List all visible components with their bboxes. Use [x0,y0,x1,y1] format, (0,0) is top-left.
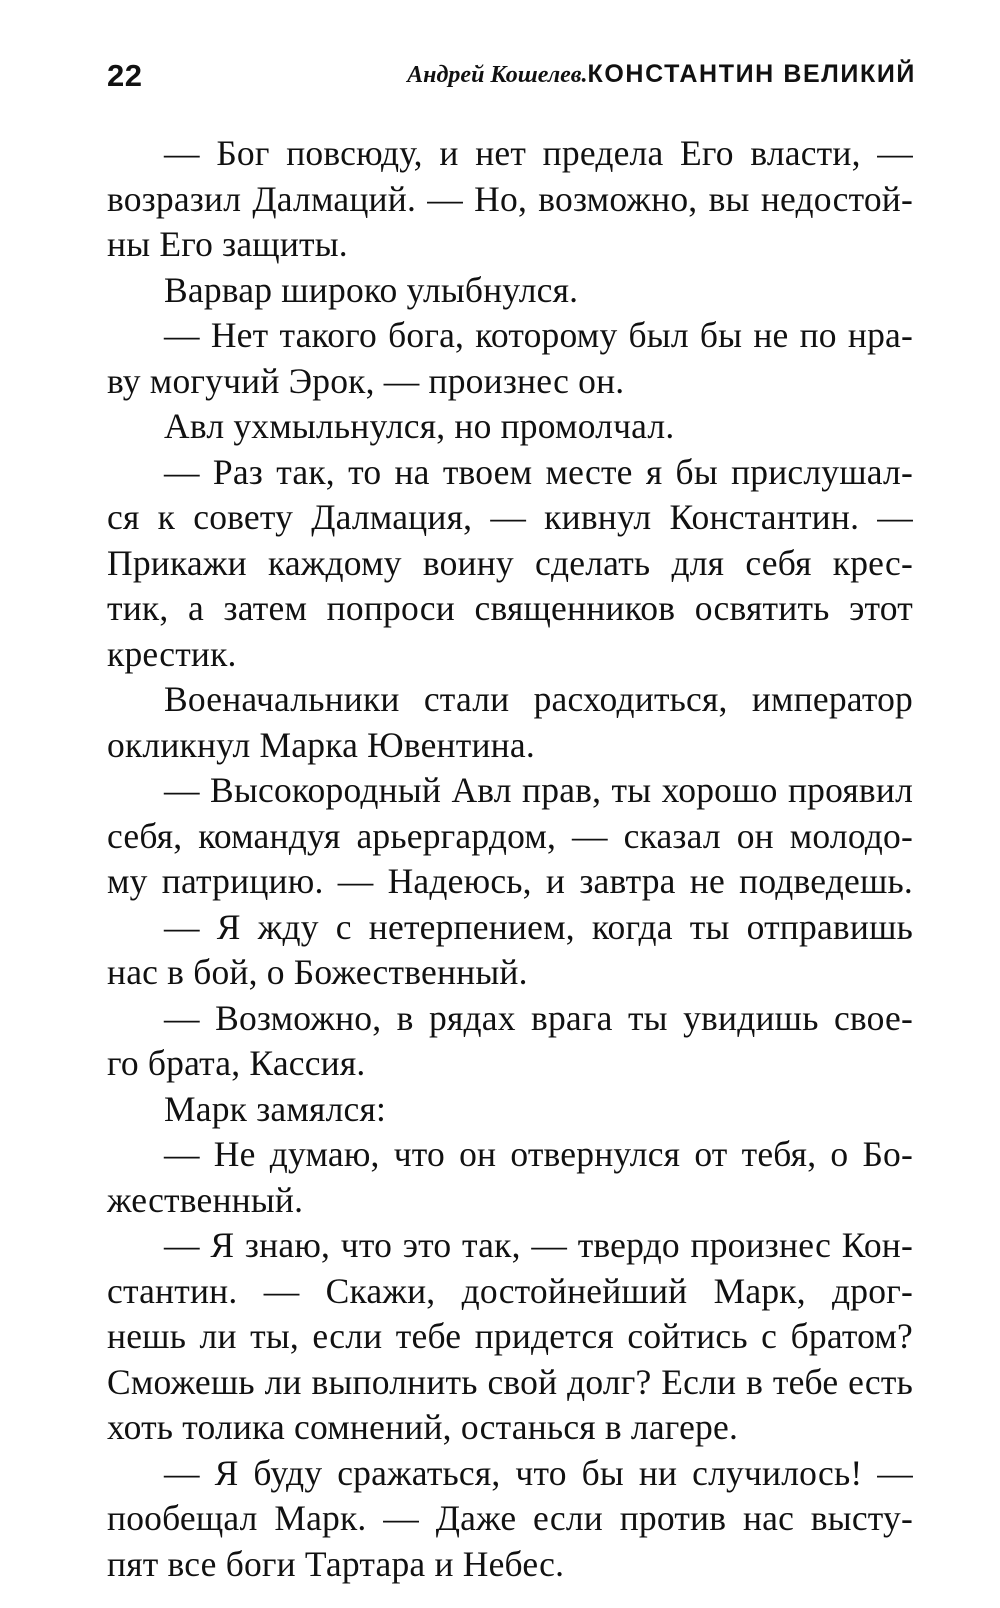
book-title: КОНСТАНТИН ВЕЛИКИЙ [587,60,916,88]
text-line: го брата, Кассия. [107,1043,366,1083]
body-text [107,131,913,1587]
text-line: Варвар широко улыбнулся. [164,269,579,310]
text-line: нешь ли ты, если тебе придется сойтись с братом? [107,1316,913,1356]
text-line: пообещал Марк. — Даже если против нас высту- [107,1498,913,1538]
text-line: — Раз так, то на твоем месте я бы прислушал- [164,451,913,492]
text-line: Авл ухмыльнулся, но промолчал. [164,406,675,446]
text-line: Прикажи каждому воину сделать для себя крес- [107,542,913,583]
text-line: — Не думаю, что он отвернулся от тебя, о Бо- [164,1134,913,1174]
text-line: — Нет такого бога, которому был бы не по нра- [164,315,913,355]
text-line: — Бог повсюду, и нет предела Его власти, — [164,133,913,173]
text-line: жественный. [107,1179,304,1220]
text-line: — Я буду сражаться, что бы ни случилось! — [164,1452,913,1493]
text-line: — Высокородный Авл прав, ты хорошо проявил [164,770,913,810]
text-line: — Я жду с нетерпением, когда ты отправишь [164,906,913,947]
text-line: окликнул Марка Ювентина. [107,724,535,765]
text-line: му патрицию. — Надеюсь, и завтра не подведешь. [107,861,913,901]
text-line: Военачальники стали расходиться, император [164,679,913,719]
text-line: ву могучий Эрок, — произнес он. [107,360,625,401]
text-line: крестик. [107,633,237,674]
page-header [107,54,916,104]
text-line: — Возможно, в рядах врага ты увидишь свое- [164,997,913,1038]
page-number: 22 [107,58,143,93]
text-line: пят все боги Тартара и Небес. [107,1543,565,1584]
text-line: себя, командуя арьергардом, — сказал он молодо- [107,815,913,856]
text-line: ны Его защиты. [107,224,348,264]
text-line: возразил Далмаций. — Но, возможно, вы недостой- [107,178,913,219]
text-line: тик, а затем попроси священников освятить этот [107,588,913,628]
running-head [407,60,916,89]
text-line: хоть толика сомнений, останься в лагере. [107,1407,739,1447]
text-line: ся к совету Далмация, — кивнул Константин. — [107,497,913,537]
text-line: Марк замялся: [164,1088,387,1129]
text-line: Сможешь ли выполнить свой долг? Если в тебе есть [107,1361,913,1402]
text-line: — Я знаю, что это так, — твердо произнес Кон- [164,1225,913,1265]
text-line: нас в бой, о Божественный. [107,952,528,992]
text-line: стантин. — Скажи, достойнейший Марк, дрог- [107,1270,913,1311]
author-name: Андрей Кошелев. [407,62,588,88]
